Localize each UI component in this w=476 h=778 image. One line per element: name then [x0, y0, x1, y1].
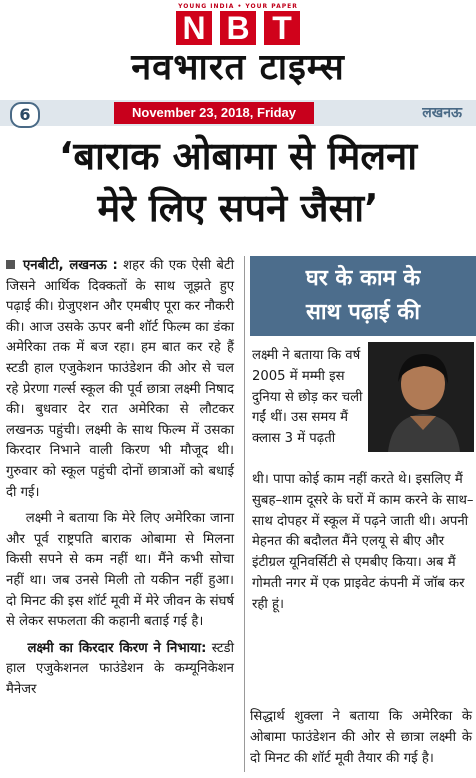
masthead	[0, 0, 476, 96]
nbt-logo	[176, 11, 300, 45]
sidebar-box-heading	[250, 256, 476, 336]
logo-letter-t: T	[264, 11, 300, 45]
box-heading-line-2: साथ पढ़ाई की	[306, 300, 420, 325]
headline-line-2: मेरे लिए सपने जैसा’	[97, 186, 379, 230]
logo-letter-b: B	[220, 11, 256, 45]
column-divider	[244, 256, 245, 772]
headline-line-1: ‘बाराक ओबामा से मिलना	[58, 134, 418, 178]
right-intro-text: लक्ष्मी ने बताया कि वर्ष 2005 में मम्मी इस दुनिया से छोड़ कर चली गईं थीं। उस समय मैं क्लास 3 में पढ़ती	[252, 348, 363, 447]
square-bullet-icon	[6, 260, 15, 269]
right-column	[252, 346, 474, 612]
article-paragraph-1	[6, 256, 234, 503]
article-paragraph-3	[6, 639, 234, 701]
masthead-tagline: YOUNG INDIA • YOUR PAPER	[178, 3, 298, 10]
box-heading-line-1: घर के काम के	[305, 266, 421, 291]
left-column	[6, 256, 234, 700]
dateline: एनबीटी, लखनऊ :	[23, 258, 118, 273]
right-bottom-paragraph	[250, 706, 472, 769]
edition-city: लखनऊ	[422, 105, 462, 121]
right-bottom-text: सिद्धार्थ शुक्ला ने बताया कि अमेरिका के ओबामा फाउंडेशन की ओर से छात्रा लक्ष्मी के दो मिनट की शॉर्ट मूवी तैयार की गई है।	[250, 709, 472, 766]
paragraph-1-text: शहर की एक ऐसी बेटी जिसने आर्थिक दिक्कतों के साथ जूझते हुए पढ़ाई की। ग्रेजुएशन और एमबीए पूरा कर नौकरी की। आज उसके ऊपर बनी शॉर्ट फिल्म का डंका अमेरिका तक में बज रहा। हम बात कर रहे हैं स्टडी हाल एजुकेशन फाउंडेशन की ओर से चल रहे प्रेरणा गर्ल्स स्कूल की पूर्व छात्रा लक्ष्मी निषाद की। बुधवार देर रात अमेरिका से लौटकर लखनऊ पहुंची। लक्ष्मी के साथ फिल्म में उसका किरदार निभाने वाली किरण भी मौजूद थी। गुरुवार को स्कूल पहुंची दोनों छात्राओं को बधाई दी गई।	[6, 258, 234, 500]
right-body-text: थी। पापा कोई काम नहीं करते थे। इसलिए मैं सुबह–शाम दूसरे के घरों में काम करने के साथ–साथ दोपहर में स्कूल में पढ़ने जाती थी। अपनी मेहनत की बदौलत मैंने एलयू से बीए और इंटीग्रल यूनिवर्सिटी से एमबीए किया। अब मैं गोमती नगर में एक प्राइवेट कंपनी में जॉब कर रही हूं।	[252, 472, 474, 612]
logo-letter-n: N	[176, 11, 212, 45]
issue-date: November 23, 2018, Friday	[131, 105, 297, 120]
page-number-badge: 6	[10, 102, 40, 128]
article-paragraph-2	[6, 509, 234, 633]
paragraph-2-text: लक्ष्मी ने बताया कि मेरे लिए अमेरिका जाना और पूर्व राष्ट्रपति बाराक ओबामा से मिलना किसी सपने से कम नहीं था। मैंने कभी सोचा नहीं था। जब उनसे मिली तो यकीन नहीं हुआ। दो मिनट की इस शॉर्ट मूवी में मेरे जीवन के संघर्ष से लेकर सफलता की कहानी बताई गई है।	[6, 511, 234, 630]
paragraph-3-text: स्टडी हाल एजुकेशनल फाउंडेशन के कम्यूनिकेशन मैनेजर	[6, 640, 234, 697]
subhead: लक्ष्मी का किरदार किरण ने निभाया:	[27, 640, 207, 656]
headline	[4, 130, 472, 234]
newspaper-title: नवभारत टाइम्स	[131, 47, 345, 88]
